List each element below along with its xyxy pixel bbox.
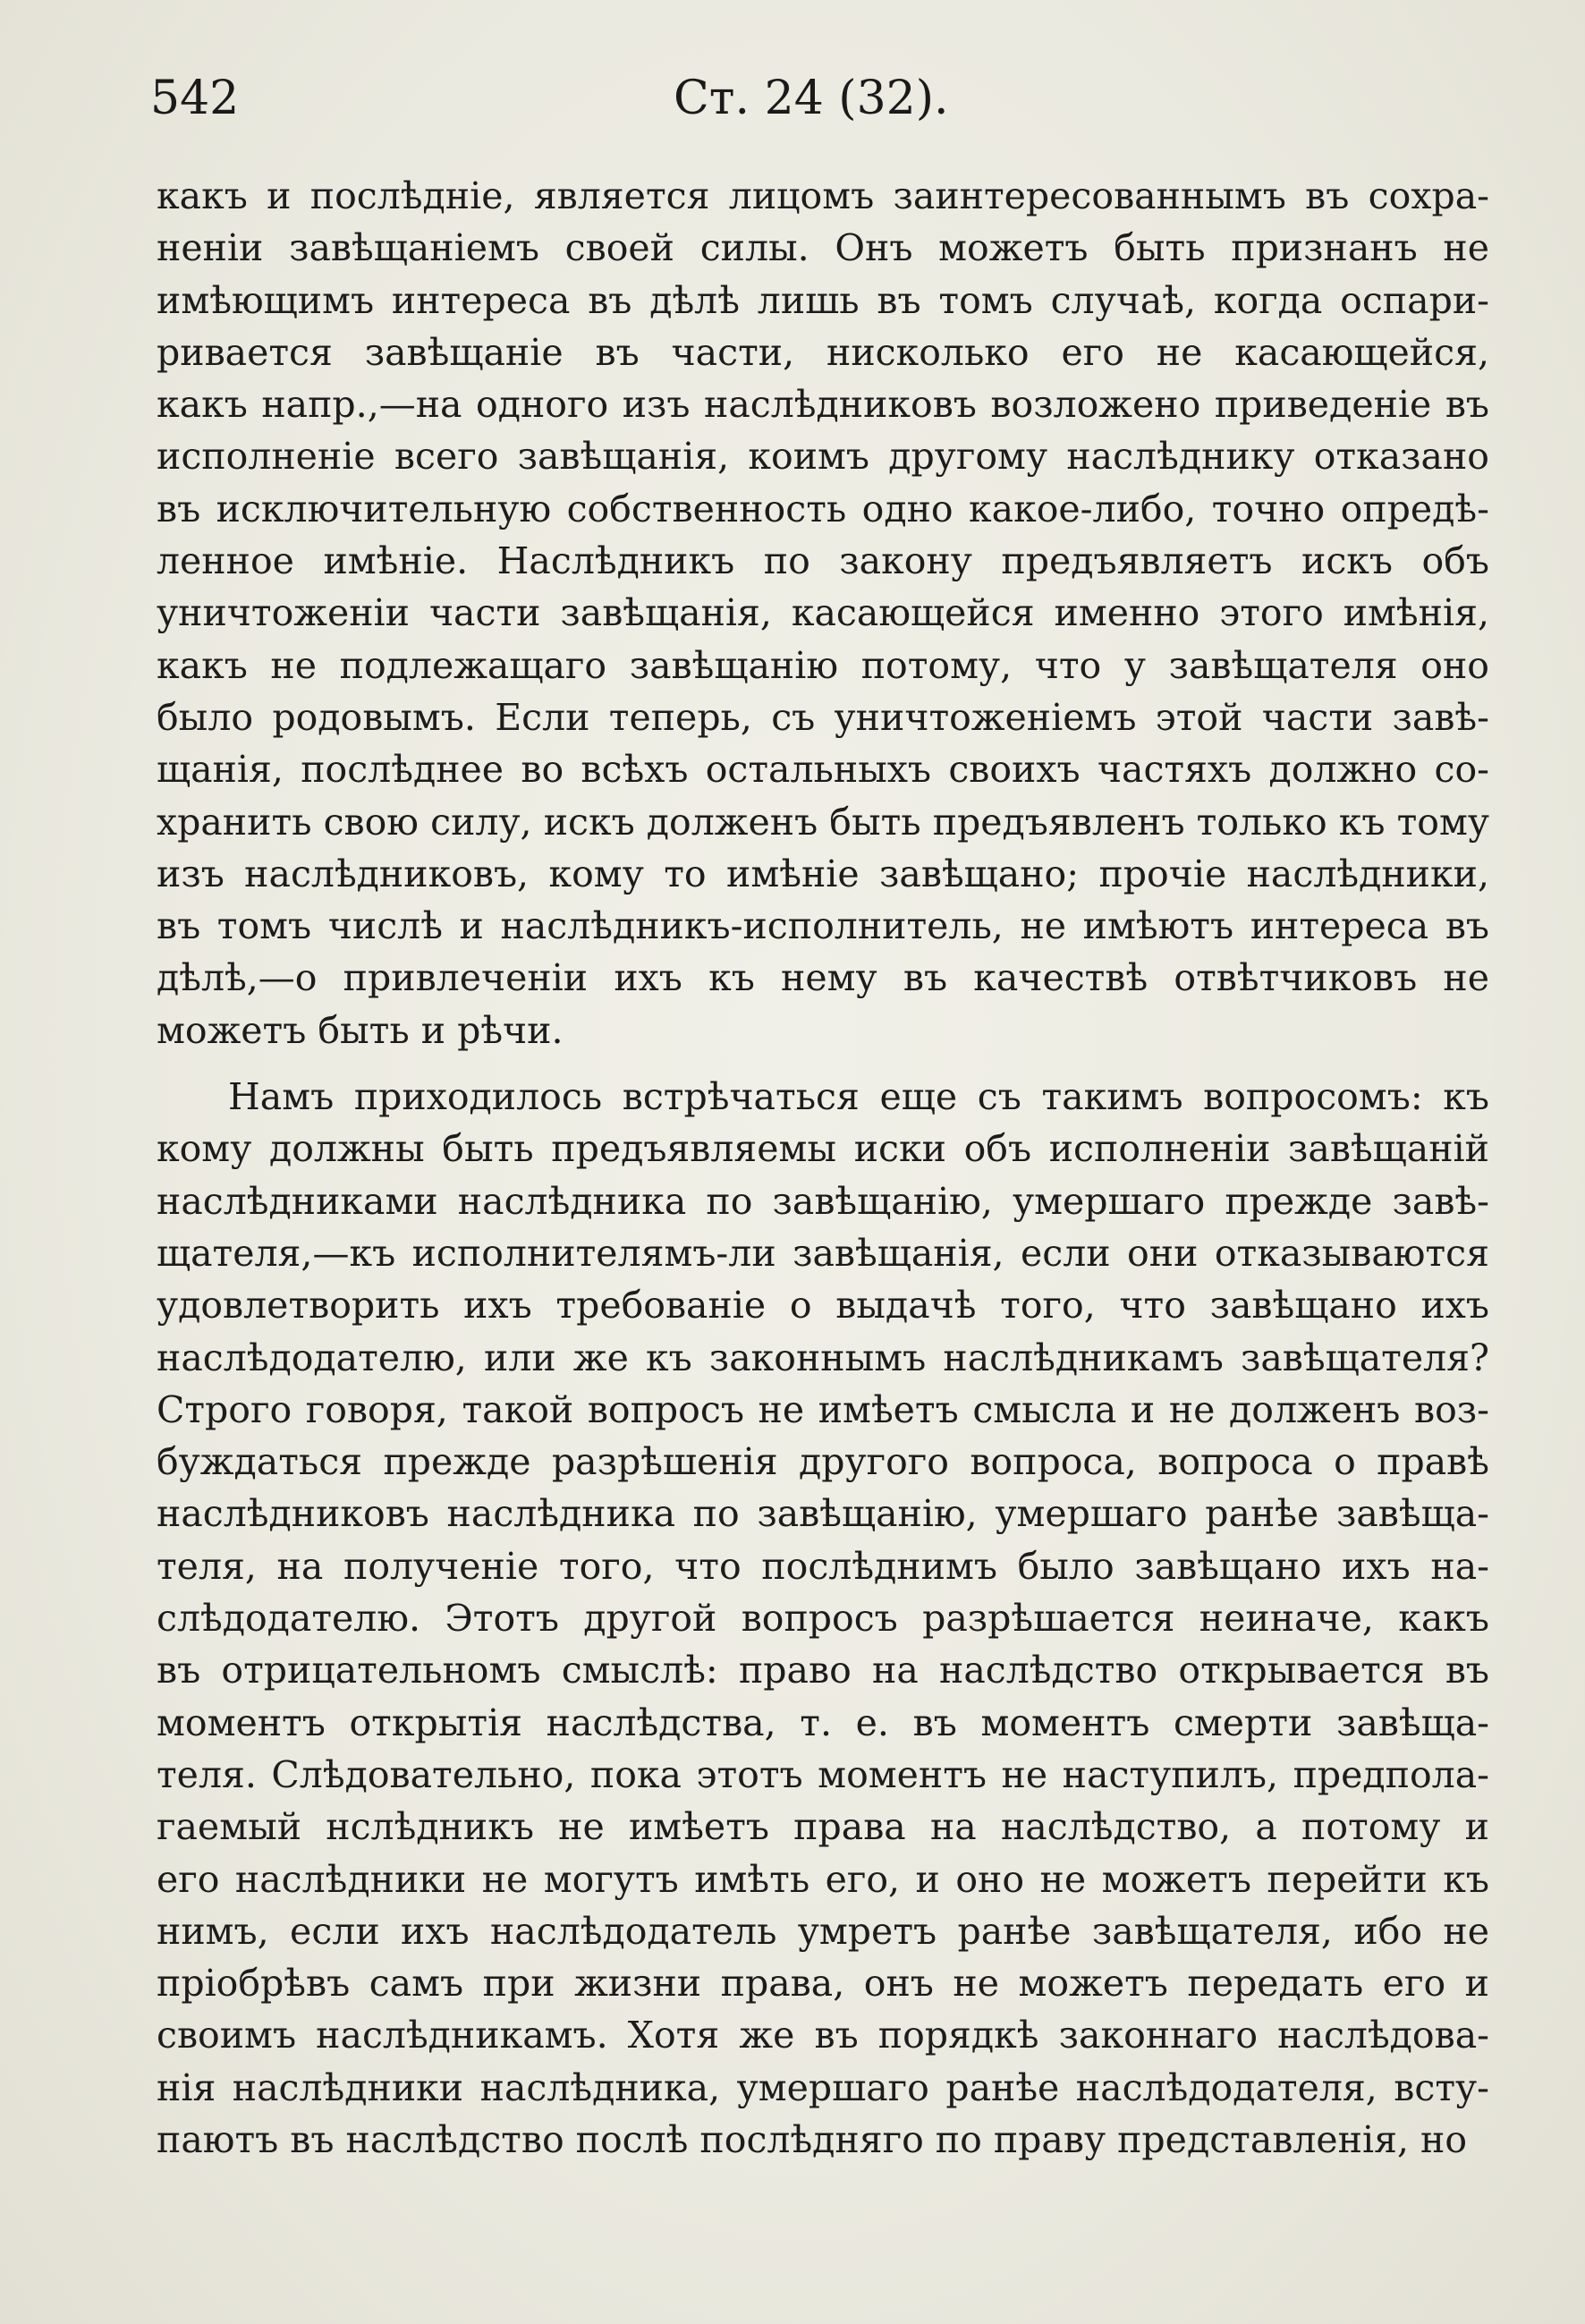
text-line: исполненіе всего завѣщанія, коимъ другому наслѣднику отказано	[157, 435, 1489, 479]
text-line: Намъ приходилось встрѣчаться еще съ такимъ вопросомъ: къ	[228, 1075, 1489, 1119]
text-line: хранить свою силу, искъ долженъ быть предъявленъ только къ тому	[157, 800, 1489, 844]
text-line: буждаться прежде разрѣшенія другого вопроса, вопроса о правѣ	[157, 1440, 1489, 1484]
text-line: своимъ наслѣдникамъ. Хотя же въ порядкѣ законнаго наслѣдова-	[157, 2014, 1489, 2057]
text-line: ривается завѣщаніе въ части, нисколько его не касающейся,	[157, 330, 1489, 374]
text-line: какъ напр.,—на одного изъ наслѣдниковъ возложено приведеніе въ	[157, 383, 1489, 427]
body-text	[157, 170, 1489, 2180]
page-number: 542	[150, 72, 240, 125]
text-line: неніи завѣщаніемъ своей силы. Онъ можетъ быть признанъ не	[157, 226, 1489, 270]
text-line: какъ и послѣдніе, является лицомъ заинтересованнымъ въ сохра-	[157, 174, 1489, 217]
running-head: Ст. 24 (32).	[674, 72, 949, 125]
text-line: нія наслѣдники наслѣдника, умершаго ранѣе наслѣдодателя, всту-	[157, 2065, 1489, 2109]
text-line: моментъ открытія наслѣдства, т. е. въ моментъ смерти завѣща-	[157, 1701, 1489, 1744]
text-line: какъ не подлежащаго завѣщанію потому, что у завѣщателя оно	[157, 643, 1489, 687]
text-line: имѣющимъ интереса въ дѣлѣ лишь въ томъ случаѣ, когда оспари-	[157, 278, 1489, 322]
text-line: изъ наслѣдниковъ, кому то имѣніе завѣщано; прочіе наслѣдники,	[157, 852, 1489, 895]
text-line: нимъ, если ихъ наслѣдодатель умретъ ранѣе завѣщателя, ибо не	[157, 1909, 1489, 1953]
text-line: пріобрѣвъ самъ при жизни права, онъ не можетъ передать его и	[157, 1962, 1489, 2006]
text-line: наслѣдодателю, или же къ законнымъ наслѣдникамъ завѣщателя?	[157, 1336, 1489, 1379]
text-line: его наслѣдники не могутъ имѣть его, и оно не можетъ перейти къ	[157, 1857, 1489, 1901]
text-line: въ исключительную собственность одно какое-либо, точно опредѣ-	[157, 487, 1489, 530]
text-line: наслѣдниковъ наслѣдника по завѣщанію, умершаго ранѣе завѣща-	[157, 1492, 1489, 1536]
text-line: гаемый нслѣдникъ не имѣетъ права на наслѣдство, а потому и	[157, 1805, 1489, 1849]
text-line: щанія, послѣднее во всѣхъ остальныхъ своихъ частяхъ должно со-	[157, 748, 1489, 792]
text-line: можетъ быть и рѣчи.	[157, 1008, 564, 1052]
text-line: удовлетворить ихъ требованіе о выдачѣ того, что завѣщано ихъ	[157, 1284, 1489, 1327]
text-line: паютъ въ наслѣдство послѣ послѣдняго по праву представленія, но	[157, 2117, 1468, 2161]
paragraph	[157, 170, 1489, 1056]
text-line: кому должны быть предъявляемы иски объ исполненіи завѣщаній	[157, 1127, 1489, 1171]
text-line: Строго говоря, такой вопросъ не имѣетъ смысла и не долженъ воз-	[157, 1387, 1489, 1431]
text-line: теля. Слѣдовательно, пока этотъ моментъ не наступилъ, предпола-	[157, 1752, 1489, 1796]
text-line: дѣлѣ,—о привлеченіи ихъ къ нему въ качествѣ отвѣтчиковъ не	[157, 956, 1489, 1000]
text-line: ленное имѣніе. Наслѣдникъ по закону предъявляетъ искъ объ	[157, 539, 1489, 583]
text-line: въ отрицательномъ смыслѣ: право на наслѣдство открывается въ	[157, 1649, 1489, 1692]
text-line: слѣдодателю. Этотъ другой вопросъ разрѣшается неиначе, какъ	[157, 1597, 1489, 1641]
page-header	[150, 64, 1474, 136]
text-line: было родовымъ. Если теперь, съ уничтоженіемъ этой части завѣ-	[157, 695, 1489, 739]
text-line: теля, на полученіе того, что послѣднимъ было завѣщано ихъ на-	[157, 1544, 1489, 1588]
text-line: въ томъ числѣ и наслѣдникъ-исполнитель, не имѣютъ интереса въ	[157, 904, 1489, 948]
text-line: щателя,—къ исполнителямъ-ли завѣщанія, если они отказываются	[157, 1231, 1489, 1275]
paragraph	[157, 1071, 1489, 2166]
text-line: уничтоженіи части завѣщанія, касающейся именно этого имѣнія,	[157, 591, 1489, 635]
text-line: наслѣдниками наслѣдника по завѣщанію, умершаго прежде завѣ-	[157, 1179, 1489, 1223]
